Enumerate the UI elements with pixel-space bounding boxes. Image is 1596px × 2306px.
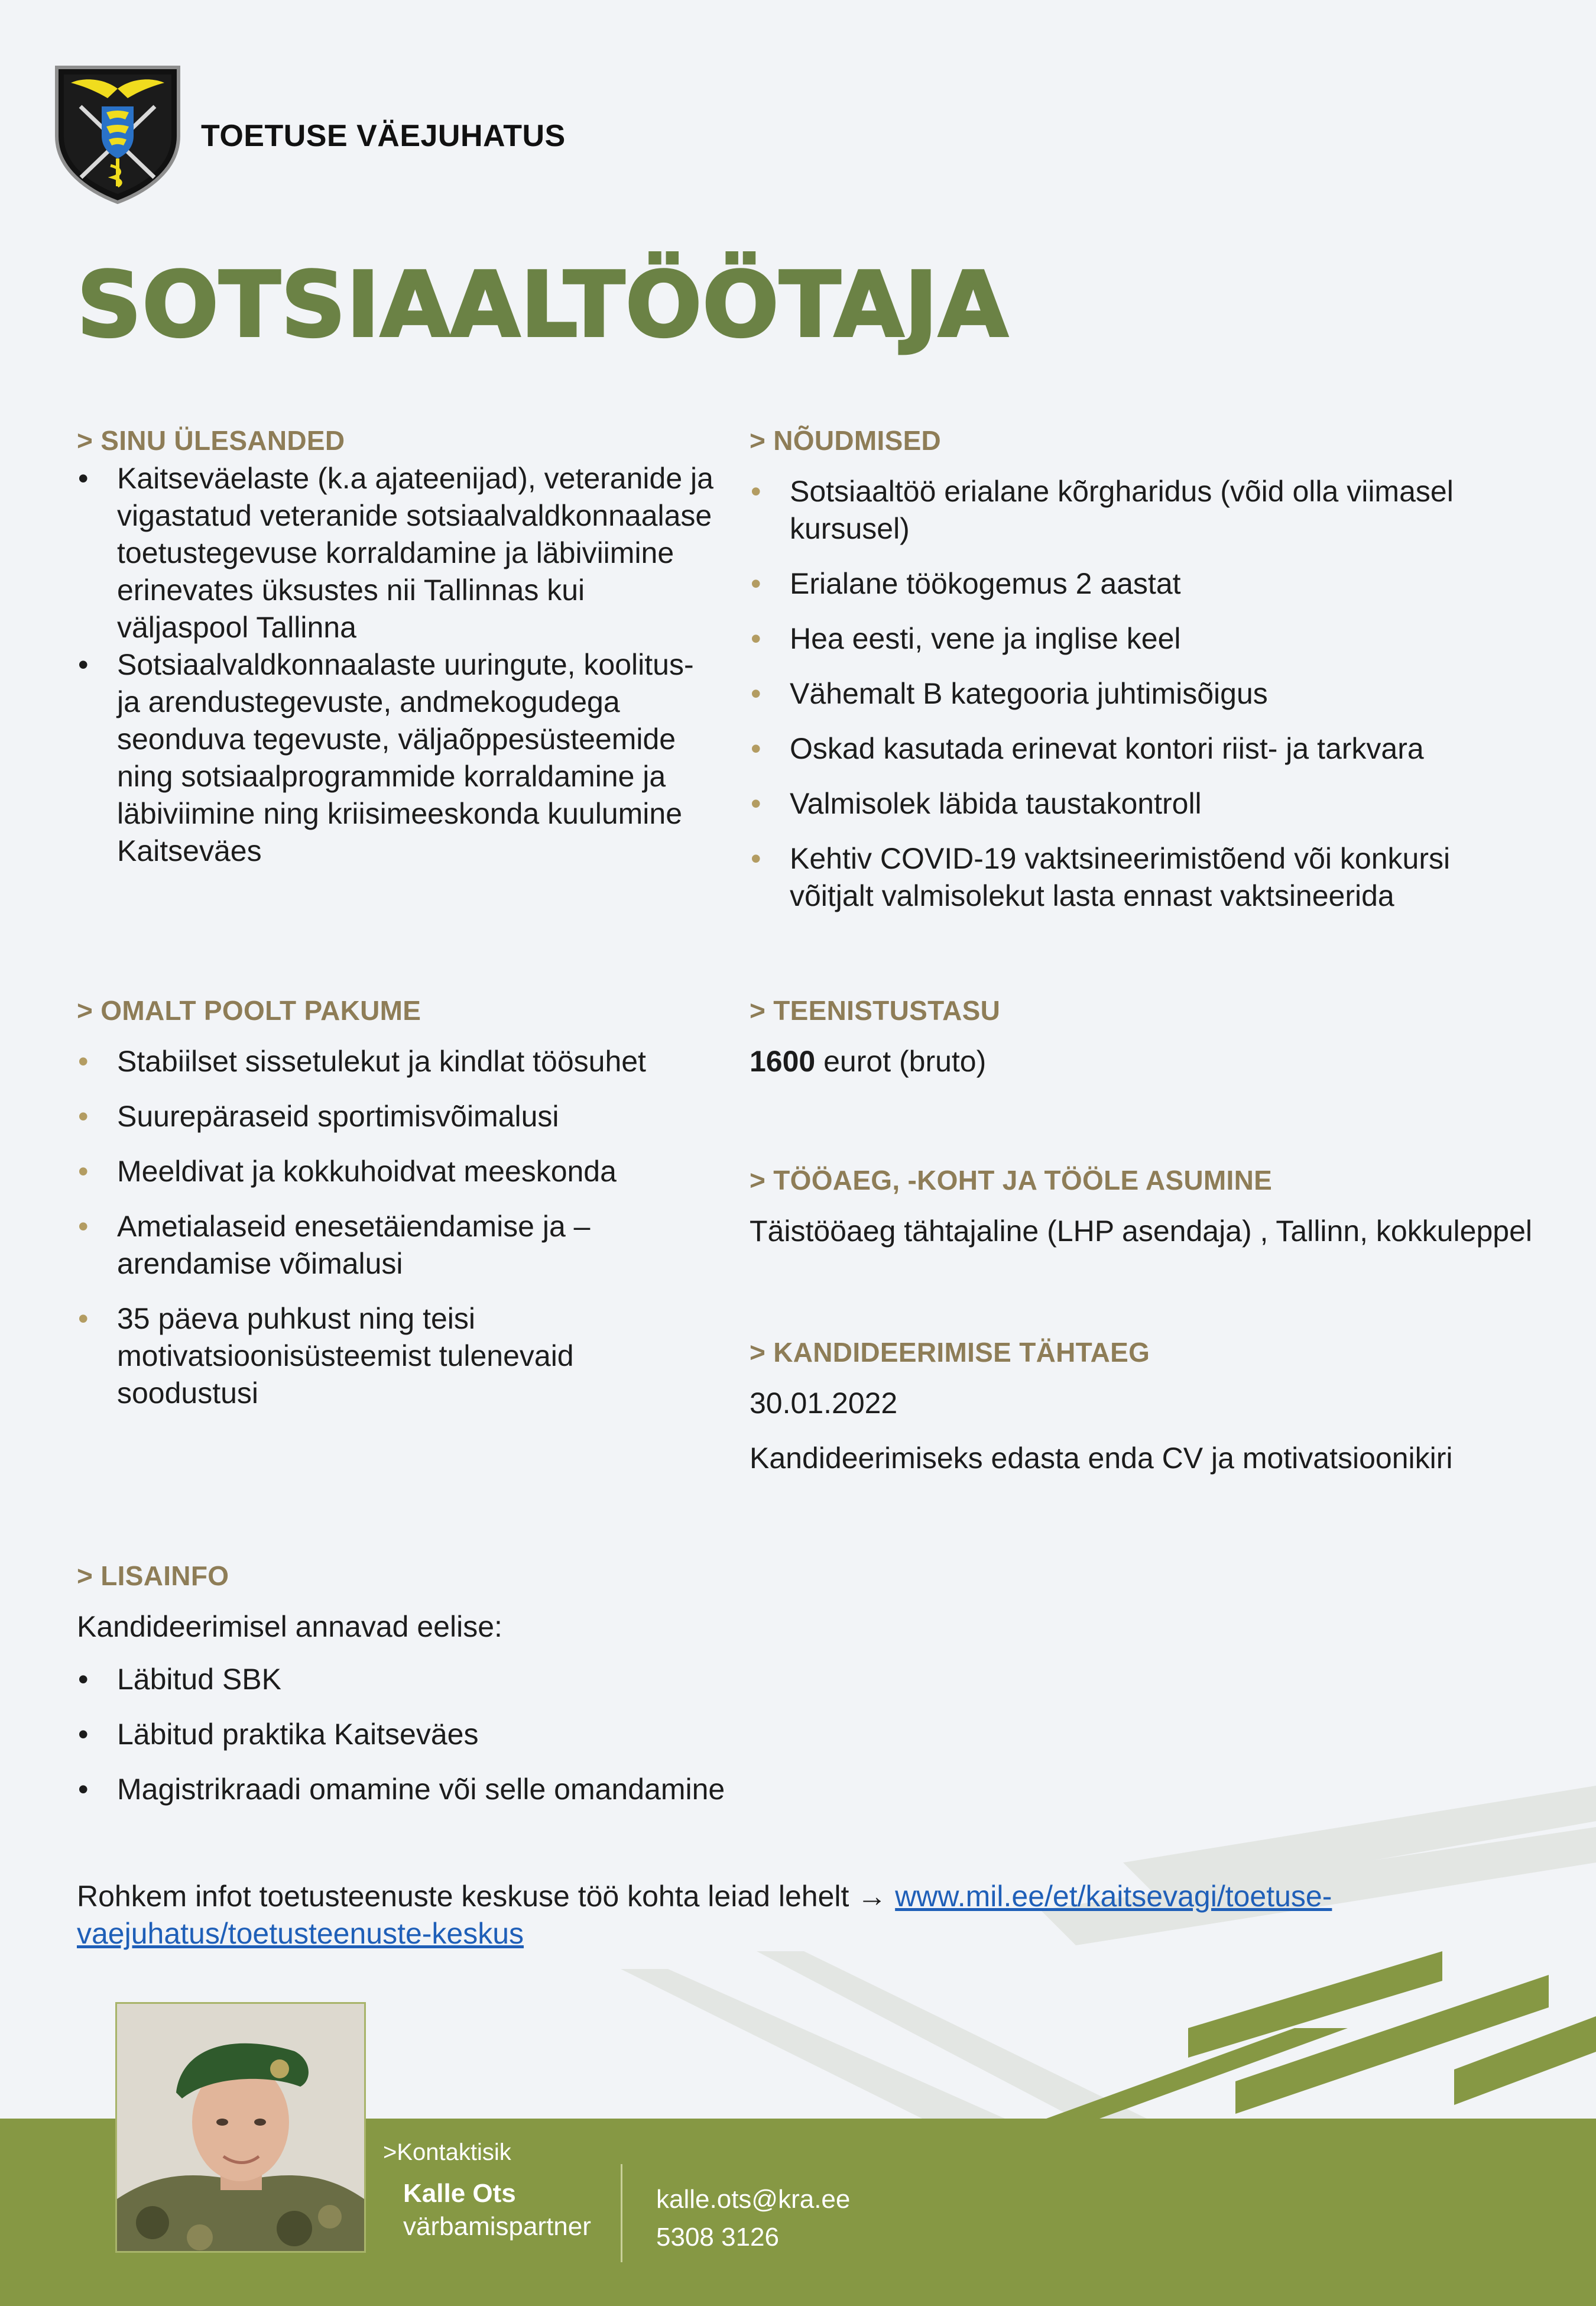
offer-section — [77, 995, 715, 1430]
list-item: • Läbitud praktika Kaitseväes — [77, 1716, 964, 1753]
offer-heading: > OMALT POOLT PAKUME — [77, 995, 421, 1026]
list-item: • Suurepäraseid sportimisvõimalusi — [77, 1098, 715, 1135]
deadline-date: 30.01.2022 — [750, 1387, 898, 1420]
salary-unit: eurot (bruto) — [815, 1045, 987, 1078]
list-item: • Meeldivat ja kokkuhoidvat meeskonda — [77, 1153, 715, 1190]
salary-heading: > TEENISTUSTASU — [750, 995, 1001, 1026]
list-item: • Oskad kasutada erinevat kontori riist- ja tarkvara — [750, 730, 1542, 767]
requirements-heading: > NÕUDMISED — [750, 425, 942, 456]
contact-email[interactable]: kalle.ots@kra.ee — [656, 2185, 851, 2214]
list-item: • Stabiilset sissetulekut ja kindlat töösuhet — [77, 1043, 715, 1080]
tasks-heading: > SINU ÜLESANDED — [77, 425, 345, 456]
coat-of-arms-shield-icon — [54, 65, 181, 204]
offer-list — [77, 1043, 715, 1412]
salary-amount: 1600 — [750, 1045, 816, 1078]
contact-block — [383, 2139, 591, 2242]
contact-photo — [115, 2002, 366, 2253]
tasks-list — [77, 460, 715, 870]
list-item: • Läbitud SBK — [77, 1661, 964, 1698]
list-item: • Magistrikraadi omamine või selle omandamine — [77, 1771, 964, 1808]
requirements-section — [750, 425, 1542, 932]
worktime-heading: > TÖÖAEG, -KOHT JA TÖÖLE ASUMINE — [750, 1165, 1273, 1196]
info-link[interactable]: www.mil.ee/et/kaitsevagi/toetuse- — [895, 1880, 1332, 1913]
salary-text — [750, 1043, 1542, 1080]
contact-label: >Kontaktisik — [383, 2139, 511, 2165]
list-item: • Valmisolek läbida taustakontroll — [750, 785, 1542, 822]
contact-info — [656, 2181, 850, 2256]
arrow-right-icon: → — [857, 1880, 887, 1913]
more-info-text — [77, 1878, 1436, 1952]
list-item: • Vähemalt B kategooria juhtimisõigus — [750, 675, 1542, 712]
extra-heading: > LISAINFO — [77, 1560, 229, 1591]
details-section — [750, 995, 1542, 1477]
more-info-lead: Rohkem infot toetusteenuste keskuse töö kohta leiad lehelt — [77, 1880, 858, 1913]
list-item: • Sotsiaaltöö erialane kõrgharidus (võid olla viimasel kursusel) — [750, 473, 1542, 548]
list-item: • Erialane töökogemus 2 aastat — [750, 565, 1542, 603]
deadline-instruction: Kandideerimiseks edasta enda CV ja motivatsioonikiri — [750, 1442, 1453, 1475]
extra-list — [77, 1661, 964, 1808]
list-item: • Sotsiaalvaldkonnaalaste uuringute, koolitus- ja arendustegevuste, andmekogudega seonduva tegevuste, väljaõppesüsteemide ning sotsiaalprogrammide korraldamine ja läbiviimine ning kriisimeeskonda kuulumine Kaitseväes — [77, 646, 715, 870]
requirements-list — [750, 473, 1542, 915]
list-item: • Hea eesti, vene ja inglise keel — [750, 620, 1542, 658]
worktime-text: Täistööaeg tähtajaline (LHP asendaja) , Tallinn, kokkuleppel — [750, 1214, 1532, 1248]
list-item: • 35 päeva puhkust ning teisi motivatsioonisüsteemist tulenevaid soodustusi — [77, 1300, 715, 1412]
contact-name: Kalle Ots — [403, 2179, 516, 2208]
job-title: SOTSIAALTÖÖTAJA — [77, 252, 1009, 357]
extra-intro: Kandideerimisel annavad eelise: — [77, 1610, 502, 1643]
extra-info-section — [77, 1560, 1332, 1952]
tasks-section — [77, 425, 715, 870]
contact-role: värbamispartner — [403, 2212, 591, 2241]
contact-phone[interactable]: 5308 3126 — [656, 2223, 779, 2252]
list-item: • Ametialaseid enesetäiendamise ja –arendamise võimalusi — [77, 1208, 715, 1282]
info-link-continued[interactable]: vaejuhatus/toetusteenuste-keskus — [77, 1917, 524, 1950]
contact-divider — [621, 2164, 622, 2262]
list-item: • Kehtiv COVID-19 vaktsineerimistõend või konkursi võitjalt valmisolekut lasta ennast vaktsineerida — [750, 840, 1542, 915]
deadline-heading: > KANDIDEERIMISE TÄHTAEG — [750, 1337, 1150, 1368]
organization-name: TOETUSE VÄEJUHATUS — [201, 119, 566, 153]
list-item: • Kaitseväelaste (k.a ajateenijad), veteranide ja vigastatud veteranide sotsiaalvaldkonnaalase toetustegevuse korraldamine ja läbiviimine erinevates üksustes nii Tallinnas kui väljaspool Tallinna — [77, 460, 715, 646]
